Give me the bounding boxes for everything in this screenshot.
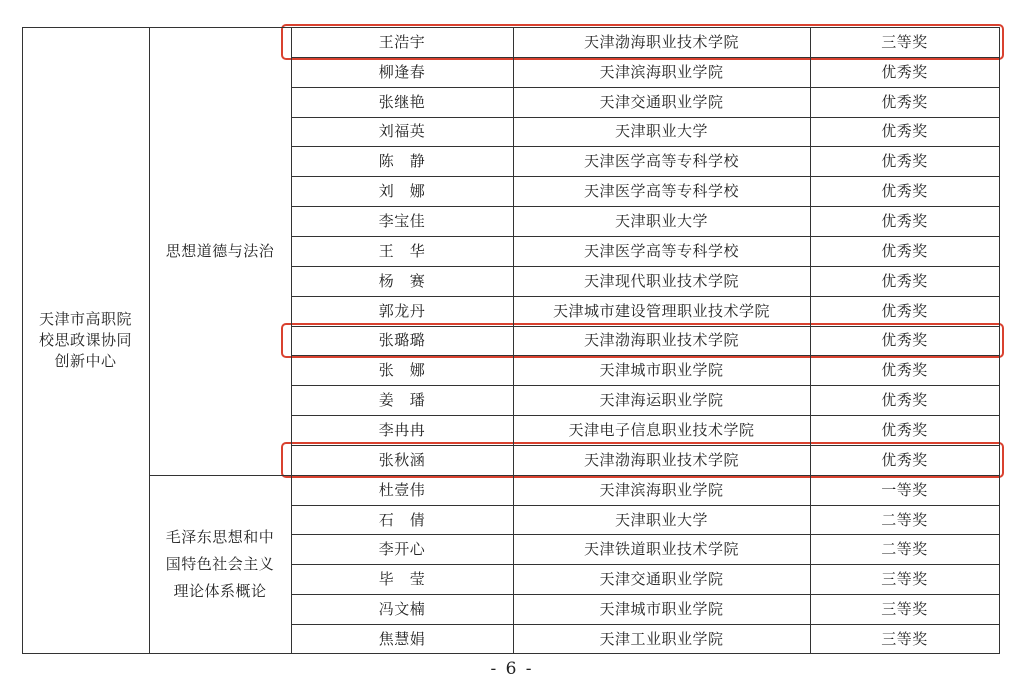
table-row-name: 焦慧娟 [378,629,426,648]
table-row-name: 王浩宇 [378,32,426,51]
table-row-award: 三等奖 [881,570,928,589]
table-row-school: 天津医学高等专科学校 [583,152,739,171]
table-row-school: 天津交通职业学院 [599,92,724,111]
grid-line [291,385,999,386]
table-row-award: 优秀奖 [881,450,928,469]
grid-line [291,594,999,595]
table-row-award: 二等奖 [881,510,928,529]
table-row-name: 冯文楠 [378,600,426,619]
award-table [22,27,1022,653]
grid-line [291,624,999,625]
table-row-name: 郭龙丹 [378,301,426,320]
page-number: - 6 - [490,659,534,679]
table-row-school: 天津滨海职业学院 [599,480,724,499]
table-row-name: 张继艳 [378,92,426,111]
table-row-school: 天津城市建设管理职业技术学院 [552,301,770,320]
table-row-name: 陈 静 [378,152,426,171]
grid-line [22,27,999,28]
table-row-school: 天津滨海职业学院 [599,62,724,81]
table-row-school: 天津渤海职业技术学院 [583,32,739,51]
grid-line [291,117,999,118]
grid-line [810,27,811,654]
grid-line [291,27,292,654]
table-row-school: 天津电子信息职业技术学院 [568,420,755,439]
grid-line [291,146,999,147]
grid-line [291,87,999,88]
grid-line [149,475,999,476]
table-row-name: 刘福英 [378,122,426,141]
table-row-school: 天津职业大学 [614,510,708,529]
table-row-name: 李开心 [378,540,426,559]
table-row-award: 三等奖 [881,32,928,51]
table-row-school: 天津职业大学 [614,212,708,231]
grid-line [291,415,999,416]
grid-line [291,236,999,237]
grid-line [291,534,999,535]
table-row-award: 三等奖 [881,600,928,619]
table-row-school: 天津城市职业学院 [599,361,724,380]
table-row-award: 优秀奖 [881,92,928,111]
table-row-name: 柳逢春 [378,62,426,81]
table-row-name: 张璐璐 [378,331,426,350]
grid-line [999,27,1000,654]
grid-line [513,27,514,654]
table-row-name: 石 倩 [378,510,426,529]
table-row-award: 优秀奖 [881,271,928,290]
grid-line [291,57,999,58]
grid-line [291,206,999,207]
table-row-school: 天津职业大学 [614,122,708,141]
grid-line [291,355,999,356]
group-cell-0: 思想道德与法治 [165,242,275,260]
grid-line [22,27,23,654]
table-row-award: 一等奖 [881,480,928,499]
table-row-name: 杨 赛 [378,271,426,290]
table-row-school: 天津医学高等专科学校 [583,182,739,201]
table-row-award: 三等奖 [881,629,928,648]
table-row-award: 优秀奖 [881,182,928,201]
table-row-school: 天津医学高等专科学校 [583,241,739,260]
table-row-school: 天津渤海职业技术学院 [583,331,739,350]
grid-line [291,326,999,327]
table-row-award: 优秀奖 [881,241,928,260]
table-row-award: 优秀奖 [881,361,928,380]
table-row-name: 张 娜 [378,361,426,380]
grid-line [291,445,999,446]
grid-line [291,176,999,177]
table-row-name: 李冉冉 [378,420,426,439]
table-row-school: 天津城市职业学院 [599,600,724,619]
table-row-award: 优秀奖 [881,391,928,410]
grid-line [149,27,150,654]
table-row-award: 优秀奖 [881,62,928,81]
table-row-award: 优秀奖 [881,331,928,350]
table-row-name: 李宝佳 [378,212,426,231]
table-row-award: 优秀奖 [881,301,928,320]
table-row-school: 天津工业职业学院 [599,629,724,648]
table-row-award: 优秀奖 [881,122,928,141]
table-row-school: 天津现代职业技术学院 [583,271,739,290]
table-row-name: 王 华 [378,241,426,260]
table-row-award: 二等奖 [881,540,928,559]
table-row-name: 毕 莹 [378,570,426,589]
table-row-award: 优秀奖 [881,152,928,171]
table-row-school: 天津渤海职业技术学院 [583,450,739,469]
grid-line [22,653,1000,654]
group-cell-1: 毛泽东思想和中 国特色社会主义 理论体系概论 [165,527,275,600]
table-row-award: 优秀奖 [881,420,928,439]
grid-line [291,505,999,506]
table-row-name: 姜 璠 [378,391,426,410]
table-row-name: 杜壹伟 [378,480,426,499]
table-row-name: 刘 娜 [378,182,426,201]
grid-line [291,564,999,565]
table-row-school: 天津铁道职业技术学院 [583,540,739,559]
table-row-school: 天津海运职业学院 [599,391,724,410]
grid-line [291,296,999,297]
org-cell: 天津市高职院 校思政课协同 创新中心 [38,309,132,370]
grid-line [291,266,999,267]
table-row-school: 天津交通职业学院 [599,570,724,589]
table-row-name: 张秋涵 [378,450,426,469]
table-row-award: 优秀奖 [881,212,928,231]
